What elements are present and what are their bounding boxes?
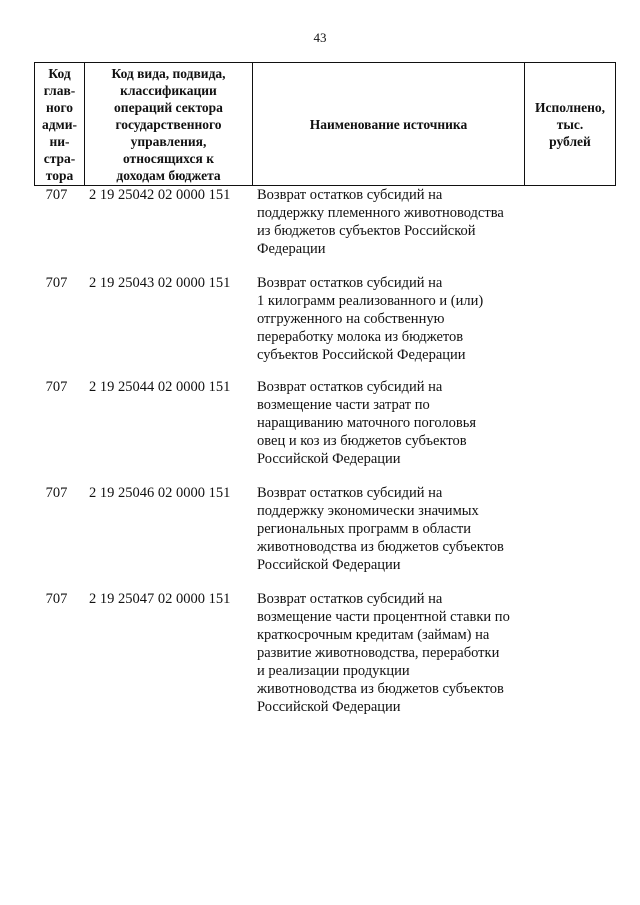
row-source-name: Возврат остатков субсидий на возмещение части процентной ставки по краткосрочным кредитам (займам) на развитие животноводства, переработки и реализации продукции животноводства из бюджетов субъектов Российской Федерации xyxy=(257,591,510,715)
row-admin-code: 707 xyxy=(45,591,68,607)
row-type-code: 2 19 25042 02 0000 151 xyxy=(89,187,231,203)
header-type-line: доходам бюджета xyxy=(116,167,221,183)
header-executed xyxy=(525,63,616,186)
header-type-line: классификации xyxy=(120,82,217,98)
header-admin-line: адми- xyxy=(41,116,78,132)
row-admin-code: 707 xyxy=(45,485,68,501)
header-admin-code xyxy=(35,63,85,186)
row-type-code: 2 19 25046 02 0000 151 xyxy=(89,485,231,501)
row-admin-code: 707 xyxy=(45,275,68,291)
row-type-code: 2 19 25044 02 0000 151 xyxy=(89,379,231,395)
row-admin-code: 707 xyxy=(45,187,68,203)
header-type-line: операций сектора xyxy=(114,99,223,115)
header-executed-line: Исполнено, xyxy=(534,99,606,115)
header-admin-line: тора xyxy=(45,167,74,183)
header-type-line: государственного xyxy=(115,116,222,132)
row-type-code: 2 19 25043 02 0000 151 xyxy=(89,275,231,291)
row-type-code: 2 19 25047 02 0000 151 xyxy=(89,591,231,607)
row-source-name: Возврат остатков субсидий на поддержку племенного животноводства из бюджетов субъектов Российской Федерации xyxy=(257,187,504,257)
row-source-name: Возврат остатков субсидий на 1 килограмм реализованного и (или) отгруженного на собственную переработку молока из бюджетов субъектов Российской Федерации xyxy=(257,275,484,363)
row-source-name: Возврат остатков субсидий на возмещение части затрат по наращиванию маточного поголовья овец и коз из бюджетов субъектов Российской Федерации xyxy=(257,379,477,467)
row-source-name: Возврат остатков субсидий на поддержку экономически значимых региональных программ в области животноводства из бюджетов субъектов Российской Федерации xyxy=(257,485,504,573)
header-type-line: относящихся к xyxy=(122,150,214,166)
header-admin-line: ни- xyxy=(49,133,70,149)
header-source-name: Наименование источника xyxy=(253,63,525,186)
table-header xyxy=(34,62,616,186)
row-admin-code: 707 xyxy=(45,379,68,395)
header-type-line: Код вида, подвида, xyxy=(111,65,226,81)
header-type-code xyxy=(85,63,253,186)
header-admin-line: стра- xyxy=(43,150,76,166)
page-number: 43 xyxy=(313,30,327,45)
header-admin-line: ного xyxy=(45,99,74,115)
header-admin-line: глав- xyxy=(43,82,76,98)
header-admin-line: Код xyxy=(48,65,71,81)
header-executed-line: тыс. xyxy=(556,116,584,132)
header-executed-line: рублей xyxy=(549,133,591,149)
header-type-line: управления, xyxy=(130,133,207,149)
